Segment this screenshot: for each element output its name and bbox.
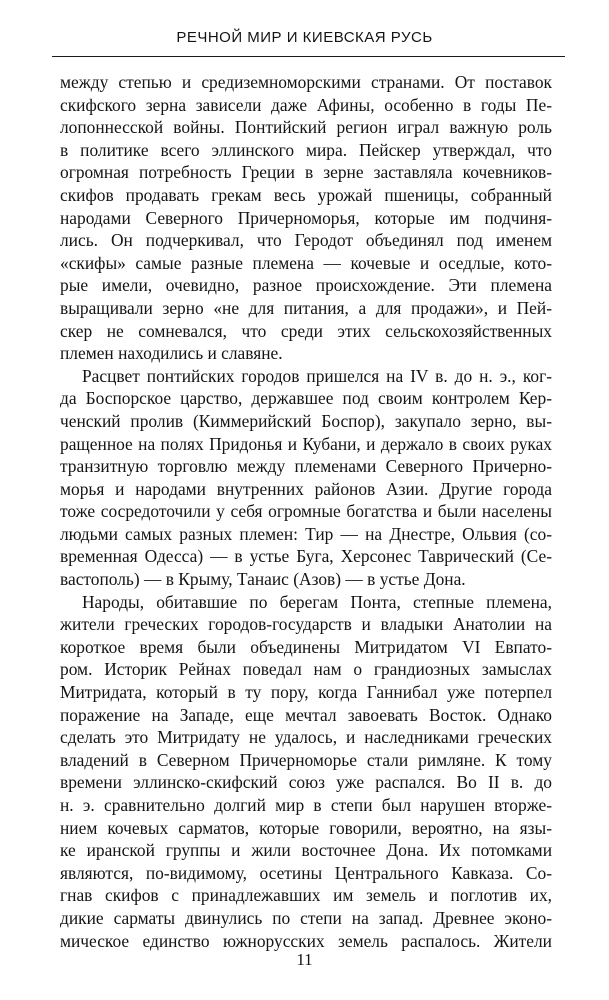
text-line: гнав скифов с принадлежавших им земель и поглотив их, <box>60 885 552 906</box>
paragraph-3 <box>60 591 552 953</box>
text-line: «скифы» самые разные племена — кочевые и оседлые, кото- <box>60 252 552 273</box>
text-line: н. э. сравнительно долгий мир в степи был нарушен вторже- <box>60 795 552 815</box>
running-head: РЕЧНОЙ МИР И КИЕВСКАЯ РУСЬ <box>176 29 433 46</box>
text-line: скер не сомневался, что среди этих сельскохозяйственных <box>60 320 552 341</box>
text-line: мическое единство южнорусских земель распалось. Жители <box>60 930 552 951</box>
text-line: рые имели, очевидно, разное происхождение. Эти племена <box>60 275 552 296</box>
text-line: да Боспорское царство, державшее под своим контролем Кер- <box>60 388 552 409</box>
text-line: являются, по-видимому, осетины Центрального Кавказа. Со- <box>60 862 552 883</box>
text-line: тоже сосредоточили у себя огромные богатства и были населены <box>60 501 552 522</box>
text-line: ращенное на полях Придонья и Кубани, и держало в своих руках <box>60 433 552 454</box>
text-line: жители греческих городов-государств и владыки Анатолии на <box>60 614 552 635</box>
text-line: нием кочевых сарматов, которые говорили, вероятно, на язы- <box>60 817 552 838</box>
text-line: скифского зерна зависели даже Афины, особенно в годы Пе- <box>60 94 552 115</box>
text-line: дикие сарматы двинулись по степи на запад. Древнее эконо- <box>60 907 552 928</box>
text-line: людьми самых разных племен: Тир — на Днестре, Ольвия (со- <box>60 523 552 544</box>
text-line: времени эллинско-скифский союз уже распался. Во II в. до <box>60 772 552 793</box>
text-line: короткое время были объединены Митридатом VI Евпато- <box>60 636 552 657</box>
header-rule <box>52 56 565 57</box>
text-line: Митридата, который в ту пору, когда Ганнибал уже потерпел <box>60 682 552 703</box>
text-line: огромная потребность Греции в зерне заставляла кочевников- <box>60 162 552 183</box>
page-number: 11 <box>296 950 313 969</box>
text-line: вастополь) — в Крыму, Танаис (Азов) — в устье Дона. <box>60 569 466 590</box>
text-line: лись. Он подчеркивал, что Геродот объединял под именем <box>60 230 552 251</box>
text-line: сделать это Митридату не удалось, и наследниками греческих <box>60 727 552 748</box>
text-line: выращивали зерно «не для питания, а для продажи», и Пей- <box>60 297 552 318</box>
text-line: в политике всего эллинского мира. Пейскер утверждал, что <box>60 139 552 160</box>
text-line: ке иранской группы и жили восточнее Дона. Их потомками <box>60 840 552 861</box>
text-line: между степью и средиземноморскими странами. От поставок <box>60 72 552 92</box>
text-line: Народы, обитавшие по берегам Понта, степные племена, <box>82 591 552 612</box>
text-line: временная Одесса) — в устье Буга, Херсонес Таврический (Се- <box>60 546 552 567</box>
text-line: скифов продавать грекам весь урожай пшеницы, собранный <box>60 184 552 205</box>
paragraph-1 <box>60 71 552 365</box>
body-text <box>60 71 552 952</box>
text-line: морья и народами внутренних районов Азии. Другие города <box>60 478 552 499</box>
text-line: лопоннесской войны. Понтийский регион играл важную роль <box>60 117 552 138</box>
text-line: владений в Северном Причерноморье стали римляне. К тому <box>60 749 552 770</box>
text-line: народами Северного Причерноморья, которые им подчиня- <box>60 207 552 228</box>
text-line: ченский пролив (Киммерийский Боспор), закупало зерно, вы- <box>60 410 552 431</box>
paragraph-2 <box>60 365 552 591</box>
text-line: племен находились и славяне. <box>60 343 283 364</box>
text-line: поражение на Западе, еще мечтал завоевать Восток. Однако <box>60 704 552 725</box>
text-line: транзитную торговлю между племенами Северного Причерно- <box>60 456 552 477</box>
text-line: Расцвет понтийских городов пришелся на IV в. до н. э., ког- <box>82 365 552 386</box>
text-line: ром. Историк Рейнах поведал нам о грандиозных замыслах <box>60 659 552 680</box>
